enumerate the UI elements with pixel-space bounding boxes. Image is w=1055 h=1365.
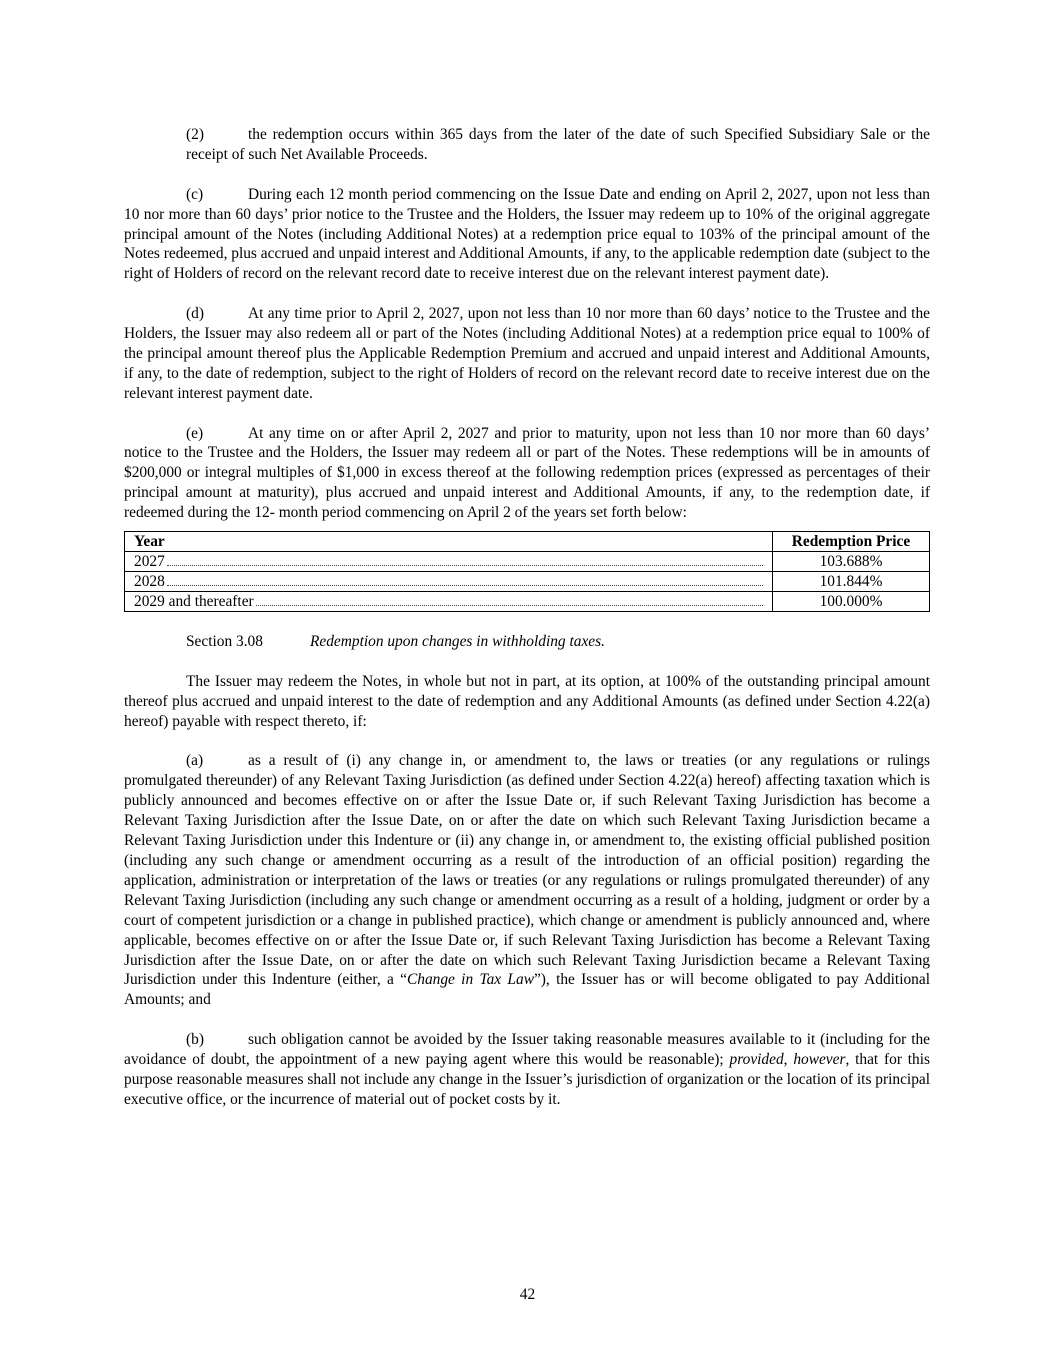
price-cell: 100.000% bbox=[773, 592, 930, 612]
year-value: 2028 bbox=[134, 573, 165, 591]
item-2-paragraph bbox=[124, 125, 930, 165]
table-row bbox=[125, 552, 930, 572]
section-heading bbox=[124, 632, 930, 652]
paragraph-d-text: At any time prior to April 2, 2027, upon not less than 10 nor more than 60 days’ notice to the Trustee and the Holders, the Issuer may also redeem all or part of the Notes (including Additional Notes) at a redemption price equal to 100% of the principal amount thereof plus the Applicable Redemption Premium and accrued and unpaid interest and Additional Amounts, if any, to the date of redemption, subject to the right of Holders of record on the relevant record date to receive interest due on the relevant interest payment date. bbox=[124, 305, 930, 402]
paragraph-e-text: At any time on or after April 2, 2027 and prior to maturity, upon not less than 10 nor more than 60 days’ notice to the Trustee and the Holders, the Issuer may redeem all or part of the Notes. These redemptions will be in amounts of $200,000 or integral multiples of $1,000 in excess thereof at the following redemption prices (expressed as percentages of their principal amount at maturity), plus accrued and unpaid interest and Additional Amounts, if any, to the redemption date, if redeemed during the 12- month period commencing on April 2 of the years set forth below: bbox=[124, 424, 930, 522]
paragraph-e bbox=[124, 424, 930, 524]
table-row bbox=[125, 572, 930, 592]
price-cell: 101.844% bbox=[773, 572, 930, 592]
provided-term: provided bbox=[729, 1051, 784, 1069]
dot-leader bbox=[256, 593, 763, 606]
section-number: Section 3.08 bbox=[186, 633, 263, 651]
paragraph-a-text: as a result of (i) any change in, or amendment to, the laws or treaties (or any regulations or rulings promulgated thereunder) of any Relevant Taxing Jurisdiction (as defined under Section 4.22(a) hereof) affecting taxation which is publicly announced and becomes effective on or after the Issue Date or, if such Relevant Taxing Jurisdiction has become a Relevant Taxing Jurisdiction after the Issue Date, on or after the date on which such Relevant Taxing Jurisdiction became a Relevant Taxing Jurisdiction under this Indenture or (ii) any change in, or amendment to, the existing official published position (including any such change or amendment occurring as a result of the introduction of an official position) regarding the application, administration or interpretation of the laws or treaties (or any regulations or rulings promulgated thereunder) of any Relevant Taxing Jurisdiction (including any such change or amendment occurring as a result of a holding, judgment or order by a court of competent jurisdiction or a change in published practice), which change or amendment is publicly announced and, where applicable, becomes effective on or after the Issue Date or, if such Relevant Taxing Jurisdiction has become a Relevant Taxing Jurisdiction after the Issue Date, on or after the date on which such Relevant Taxing Jurisdiction became a Relevant Taxing Jurisdiction under this Indenture (either, a “ bbox=[124, 752, 930, 989]
paragraph-c bbox=[124, 185, 930, 285]
year-column-header: Year bbox=[125, 532, 773, 552]
however-term: however bbox=[793, 1051, 846, 1069]
change-in-tax-law-term: Change in Tax Law bbox=[406, 971, 534, 989]
paragraph-b bbox=[124, 1030, 930, 1110]
paragraph-d bbox=[124, 304, 930, 404]
year-cell bbox=[125, 572, 773, 592]
item-2-text: the redemption occurs within 365 days from the later of the date of such Specified Subsidiary Sale or the receipt of such Net Available Proceeds. bbox=[186, 126, 930, 163]
dot-leader bbox=[167, 553, 763, 566]
dot-leader bbox=[167, 573, 763, 586]
item-2-label: (2) bbox=[186, 126, 204, 143]
year-cell bbox=[125, 552, 773, 572]
price-cell: 103.688% bbox=[773, 552, 930, 572]
table-row bbox=[125, 592, 930, 612]
year-value: 2027 bbox=[134, 553, 165, 571]
paragraph-a-text-end: ”), the Issuer has or will become obligated to pay Additional Amounts; and bbox=[124, 971, 930, 1009]
table-header-row bbox=[125, 532, 930, 552]
document-page bbox=[124, 125, 930, 1130]
paragraph-c-label: (c) bbox=[186, 185, 204, 203]
paragraph-e-label: (e) bbox=[186, 424, 204, 442]
redemption-price-table bbox=[124, 531, 930, 612]
page-number: 42 bbox=[519, 1286, 536, 1303]
redemption-price-column-header: Redemption Price bbox=[773, 532, 930, 552]
year-cell bbox=[125, 592, 773, 612]
intro-text: The Issuer may redeem the Notes, in whole but not in part, at its option, at 100% of the outstanding principal amount thereof plus accrued and unpaid interest to the date of redemption and any Additional Amounts (as defined under Section 4.22(a) hereof) payable with respect thereto, if: bbox=[124, 672, 930, 730]
paragraph-a bbox=[124, 751, 930, 1010]
paragraph-b-text: such obligation cannot be avoided by the Issuer taking reasonable measures available to it (including for the avoidance of doubt, the appointment of a new paying agent where this would be reasonable); bbox=[124, 1031, 930, 1069]
year-value: 2029 and thereafter bbox=[134, 593, 254, 611]
intro-paragraph bbox=[124, 672, 930, 732]
paragraph-b-label: (b) bbox=[186, 1031, 204, 1049]
paragraph-c-text: During each 12 month period commencing on the Issue Date and ending on April 2, 2027, upon not less than 10 nor more than 60 days’ prior notice to the Trustee and the Holders, the Issuer may redeem up to 10% of the original aggregate principal amount of the Notes (including Additional Notes) at a redemption price equal to 103% of the principal amount of the Notes redeemed, plus accrued and unpaid interest and Additional Amounts, if any, to the applicable redemption date (subject to the right of Holders of record on the relevant record date to receive interest due on the relevant interest payment date). bbox=[124, 185, 930, 283]
comma-separator: , bbox=[783, 1051, 794, 1069]
paragraph-d-label: (d) bbox=[186, 305, 204, 323]
section-title: Redemption upon changes in withholding taxes. bbox=[310, 633, 605, 651]
paragraph-b-text-end: , that for this purpose reasonable measures shall not include any change in the Issuer’s jurisdiction of organization or the location of its principal executive office, or the incurrence of material out of pocket costs by it. bbox=[124, 1051, 930, 1108]
paragraph-a-label: (a) bbox=[186, 752, 204, 770]
